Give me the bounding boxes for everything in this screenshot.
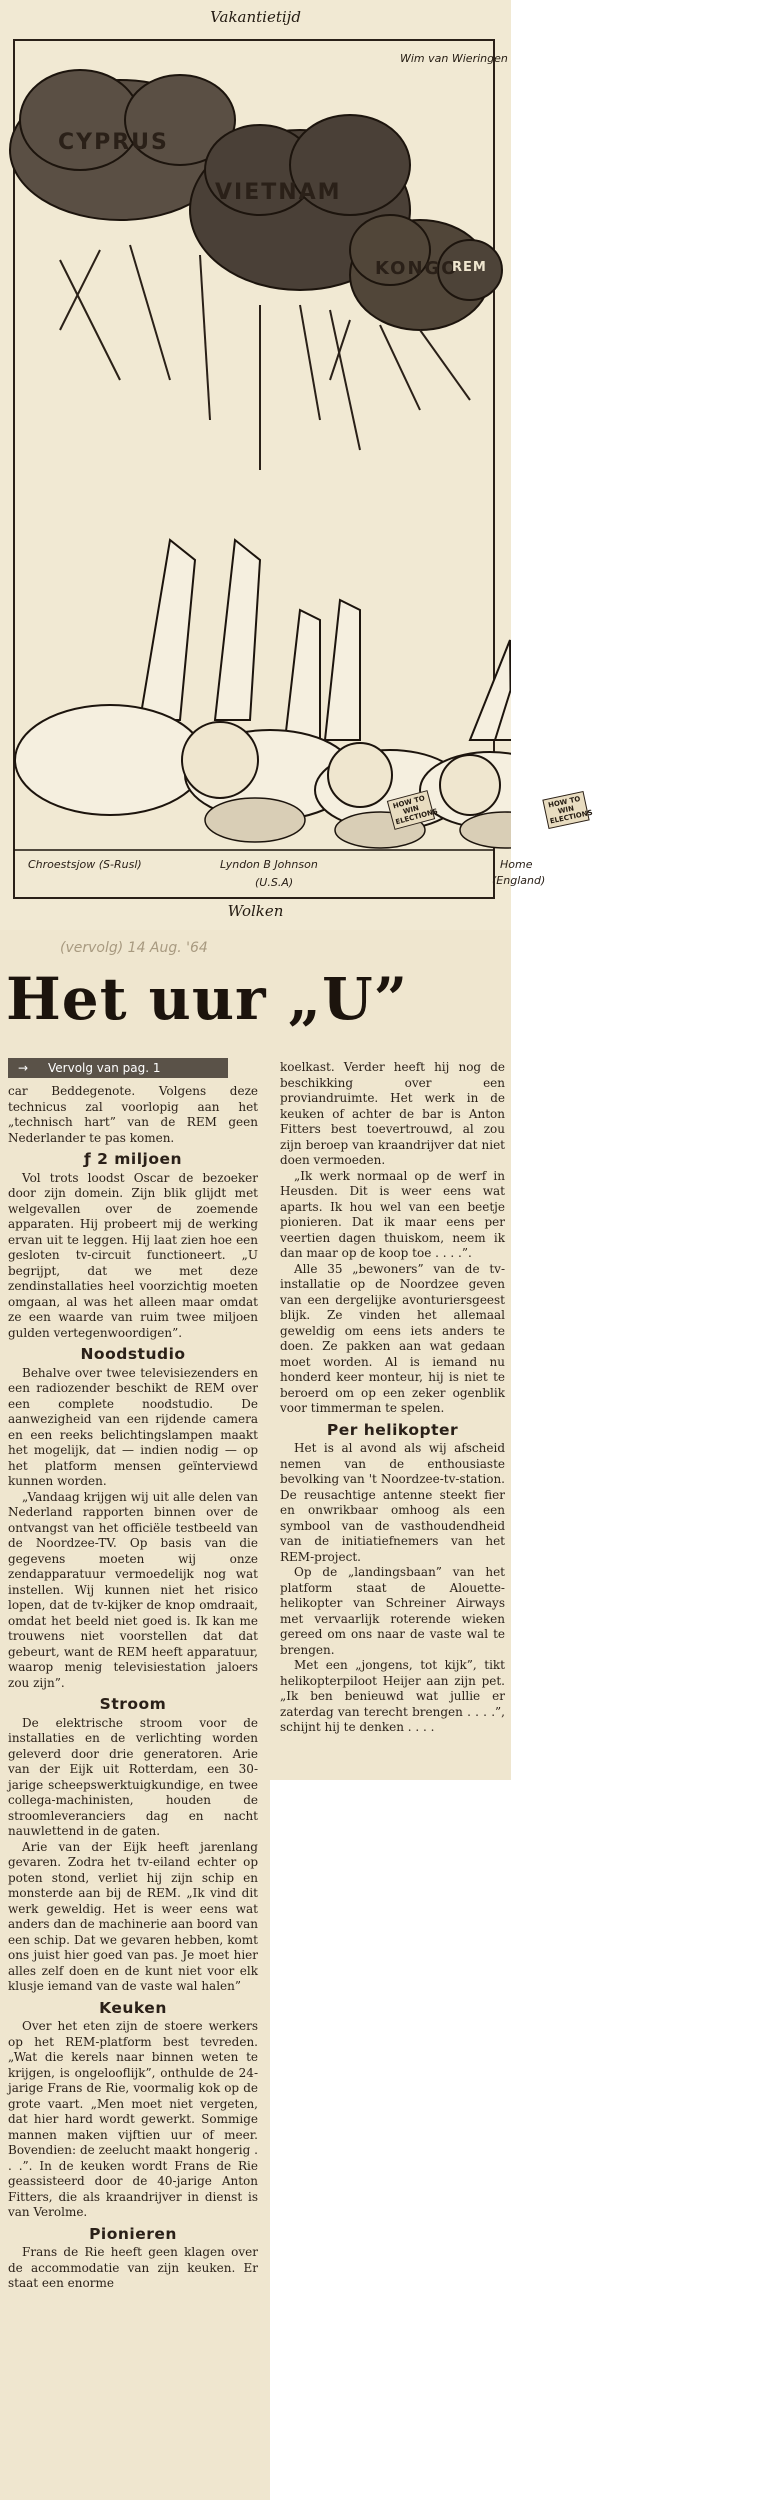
person-name-khrushchev: Chroestsjow (S-Rusl) xyxy=(28,858,142,871)
cartoon-clipping xyxy=(0,0,594,930)
book-elections-1: HOW TO WIN ELECTIONS xyxy=(387,790,435,830)
subheading-pionieren: Pionieren xyxy=(89,2224,177,2243)
vervolg-banner xyxy=(8,1058,228,1078)
subheading-stroom: Stroom xyxy=(99,1695,167,1713)
paragraph: Het is al avond als wij afscheid nemen van de enthousiaste bevolking van 't Noordzee-tv-station. De reusachtige antenne steekt fier en onwrikbaar omhoog als een symbool van de vasthoudendheid van de initiatiefnemers van het REM-project. xyxy=(280,1441,505,1564)
paragraph: Alle 35 „bewoners” van de tv-installatie op de Noordzee geven van een dergelijke avonturiersgeest blijk. Ze vinden het allemaal geweldig om eens iets anders te doen. Ze pakken aan wat gedaan moet worden. Al is iemand nu honderd keer monteur, hij is niet te beroerd om op een zeker ogenblik voor timmerman te spelen. xyxy=(280,1261,505,1415)
cloud-label-rem: REM xyxy=(452,260,487,275)
person-country-usa: (U.S.A) xyxy=(255,876,294,889)
cloud-label-vietnam: VIETNAM xyxy=(215,180,342,205)
subheading-keuken: Keuken xyxy=(99,1998,167,2017)
paragraph: Op de „landingsbaan” van het platform staat de Alouette-helikopter van Schreiner Airways met vervaarlijk roterende wieken gereed om ons naar de vaste wal te brengen. xyxy=(280,1565,505,1657)
person-country-england: (England) xyxy=(492,874,546,887)
person-name-johnson: Lyndon B Johnson xyxy=(220,858,318,871)
paragraph: koelkast. Verder heeft hij nog de beschikking over een proviandruimte. Het werk in de keuken of achter de bar is Anton Fitters best toevertrouwd, al zou zijn beroep van kraandrijver dat niet doen vermoeden. xyxy=(280,1060,505,1167)
paragraph: Over het eten zijn de stoere werkers op het REM-platform best tevreden. „Wat die kerels naar binnen weten te krijgen, is ongelooflijk”, onthulde de 24-jarige Frans de Rie, voormalig kok op de grote vaart. „Men moet niet vergeten, dat hier hard wordt gewerkt. Sommige mannen maken vijftien uur of meer. Bovendien: de zeelucht maakt hongerig . . .”. In de keuken wordt Frans de Rie geassisteerd door de 40-jarige Anton Fitters, die als kraandrijver in dienst is van Verolme. xyxy=(8,2019,258,2219)
cloud-label-cyprus: CYPRUS xyxy=(58,130,169,155)
paragraph: „Ik werk normaal op de werf in Heusden. Dit is weer eens wat aparts. Ik hou wel van een beetje pionieren. Dat ik maar eens per veertien dagen thuiskom, neem ik dan maar op de koop toe . . . .”. xyxy=(280,1168,505,1260)
arrow-right-icon: → xyxy=(18,1061,29,1075)
book-elections-2: HOW TO WIN ELECTIONS xyxy=(542,791,589,829)
subheading-per-helikopter: Per helikopter xyxy=(326,1420,459,1439)
paragraph: De elektrische stroom voor de installaties en de verlichting worden geleverd door drie generatoren. Arie van der Eijk uit Rotterdam, een 30-jarige scheepswerktuigkundige, en twee collega-machinisten, houden de stroomleveranciers dag en nacht nauwlettend in de gaten. xyxy=(8,1715,258,1838)
article-left-column xyxy=(8,1084,258,2292)
person-name-home: Home xyxy=(500,858,533,871)
subheading-noodstudio: Noodstudio xyxy=(80,1345,186,1363)
handwritten-note: (vervolg) 14 Aug. '64 xyxy=(60,940,208,956)
left-intro: car Beddegenote. Volgens deze technicus zal voorlopig aan het „technisch hart” van de REM geen Nederlander te pas komen. xyxy=(8,1084,258,1145)
cartoon-bottom-caption: Wolken xyxy=(227,902,284,920)
cartoon-top-caption: Vakantietijd xyxy=(210,8,301,26)
paragraph: Vol trots loodst Oscar de bezoeker door zijn domein. Zijn blik glijdt met welgevallen over de zoemende apparaten. Hij probeert mij de werking ervan uit te leggen. Hij laat zien hoe een gesloten tv-circuit functioneert. „U begrijpt, dat we met deze zendinstallaties heel voorzichtig moeten omgaan, al was het alleen maar omdat ze een waarde van ruim twee miljoen gulden vertegenwoordigen”. xyxy=(8,1170,258,1340)
article-right-column xyxy=(280,1060,505,1736)
paragraph: Arie van der Eijk heeft jarenlang gevaren. Zodra het tv-eiland echter op poten stond, verliet hij zijn schip en monsterde aan bij de REM. „Ik vind dit werk geweldig. Het is weer eens wat anders dan de machinerie aan boord van een schip. Dat we gevaren hebben, komt ons juist hier goed van pas. Je moet hier alles zelf doen en de kunt niet voor elk klusje iemand van de vaste wal halen” xyxy=(8,1839,258,1993)
paragraph: Behalve over twee televisiezenders en een radiozender beschikt de REM over een complete noodstudio. De aanwezigheid van een rijdende camera en een reeks belichtingslampen maakt het mogelijk, dat — indien nodig — op het platform mensen geïnterviewd kunnen worden. xyxy=(8,1365,258,1488)
paragraph: Met een „jongens, tot kijk”, tikt helikopterpiloot Heijer aan zijn pet. „Ik ben benieuwd wat jullie er zaterdag van terecht brengen . . . .”, schijnt hij te denken . . . . xyxy=(280,1658,505,1734)
paragraph: „Vandaag krijgen wij uit alle delen van Nederland rapporten binnen over de ontvangst van het officiële testbeeld van de Noordzee-TV. Op basis van die gegevens moeten wij onze zendapparatuur vermoedelijk nog wat instellen. Wij kunnen niet het risico lopen, dat de tv-kijker de knop omdraait, omdat het beeld niet goed is. Ik kan me trouwens niet voorstellen dat dat gebeurt, want de REM heeft apparatuur, waarop menig televisiestation jaloers zou zijn”. xyxy=(8,1489,258,1690)
paragraph: Frans de Rie heeft geen klagen over de accommodatie van zijn keuken. Er staat een enorme xyxy=(8,2245,258,2290)
subheading-2-miljoen: ƒ 2 miljoen xyxy=(83,1150,183,1168)
vervolg-label: Vervolg van pag. 1 xyxy=(48,1061,161,1075)
cartoonist-signature: Wim van Wieringen xyxy=(400,52,508,65)
article-headline: Het uur „U” xyxy=(6,965,409,1033)
cloud-label-kongo: KONGO xyxy=(375,258,459,279)
